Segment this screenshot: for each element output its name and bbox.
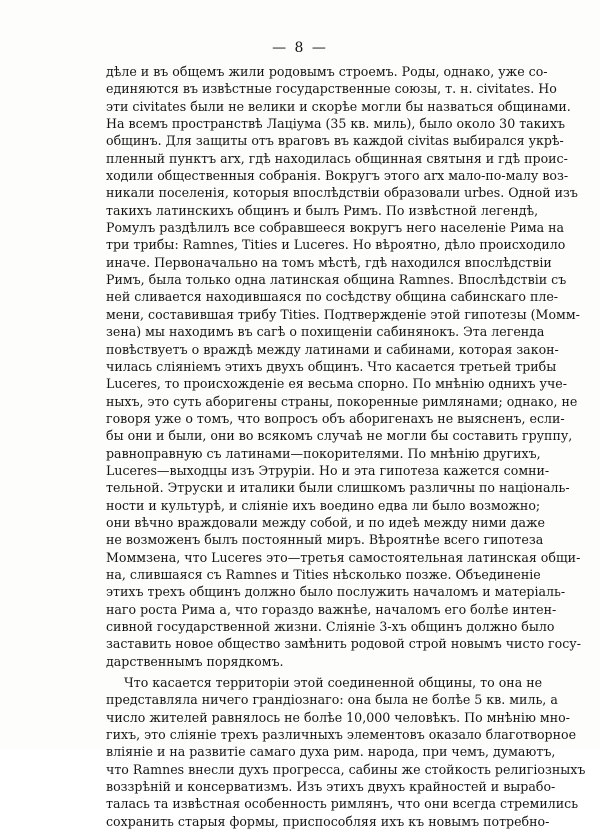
text-line: число жителей равнялось не болѣе 10,000 человѣкъ. По мнѣнію мно- <box>106 709 570 725</box>
text-line: Римъ, была только одна латинская община Ramnes. Впослѣдствіи съ <box>106 272 567 288</box>
text-line: ности и культурѣ, и сліяніе ихъ воедино едва ли было возможно; <box>106 497 541 513</box>
text-line: иначе. Первоначально на томъ мѣстѣ, гдѣ находился впослѣдствіи <box>106 254 552 270</box>
paragraph-2 <box>106 674 586 830</box>
text-line: сивной государственной жизни. Сліяніе 3-хъ общинъ должно было <box>106 619 555 634</box>
text-line: бы они и были, они во всякомъ случаѣ не могли бы составить группу, <box>106 428 573 444</box>
text-line: говоря уже о томъ, что вопросъ объ аборигенахъ не выясненъ, если- <box>106 410 565 426</box>
text-line: дѣле и въ общемъ жили родовымъ строемъ. Роды, однако, уже со- <box>106 64 548 79</box>
text-line: наго роста Рима а, что гораздо важнѣе, началомъ его болѣе интен- <box>106 601 557 617</box>
text-line: вліяніе и на развитіе самаго духа рим. народа, при чемъ, думаютъ, <box>106 744 556 760</box>
text-line: Ромулъ раздѣлилъ все собравшееся вокругъ него населеніе Рима на <box>106 220 565 236</box>
text-line: мени, составившая трибу Tities. Подтвержденіе этой гипотезы (Момм- <box>106 306 580 322</box>
text-line: дарственнымъ порядкомъ. <box>106 653 284 669</box>
text-line: талась та извѣстная особенность римлянъ, что они всегда стремились <box>106 796 579 812</box>
text-line: чилась сліяніемъ этихъ двухъ общинъ. Что касается третьей трибы <box>106 358 557 374</box>
page-number: — 8 — <box>272 40 328 56</box>
text-line: заставить новое общество замѣнить родовой строй новымъ чисто госу- <box>106 636 581 652</box>
text-line: единяются въ извѣстные государственные союзы, т. н. civitates. Но <box>106 81 557 97</box>
text-line: тельной. Этруски и италики были слишкомъ различны по національ- <box>106 480 570 496</box>
body-text <box>106 63 586 830</box>
text-line: на, слившаяся съ Ramnes и Tities нѣсколько позже. Объединеніе <box>106 566 541 582</box>
text-line: ходили общественныя собранія. Вокругъ этого arx мало-по-малу воз- <box>106 168 569 184</box>
text-line: представляла ничего грандіознаго: она была не болѣе 5 кв. миль, а <box>106 692 558 708</box>
text-line: Что касается территоріи этой соединенной общины, то она не <box>124 675 543 691</box>
text-line: На всемъ пространствѣ Лаціума (35 кв. миль), было около 30 такихъ <box>106 116 566 132</box>
text-line: Luceres, то происхожденіе ея весьма спорно. По мнѣнію однихъ уче- <box>106 376 567 392</box>
text-line: пленный пунктъ arx, гдѣ находилась общинная святыня и гдѣ проис- <box>106 150 568 166</box>
text-line: что Ramnes внесли духъ прогресса, сабины же стойкость религіозныхъ <box>106 761 586 777</box>
text-line: общинъ. Для защиты отъ враговъ въ каждой civitas выбирался укрѣ- <box>106 133 564 149</box>
text-line: никали поселенія, которыя впослѣдствіи образовали urbes. Одной изъ <box>106 185 578 201</box>
text-line: ныхъ, это суть аборигены страны, покоренные римлянами; однако, не <box>106 393 578 409</box>
text-line: Моммзена, что Luceres это—третья самостоятельная латинская общи- <box>106 549 581 565</box>
text-line: повѣствуетъ о враждѣ между латинами и сабинами, которая закон- <box>106 341 559 357</box>
text-line: ней сливается находившаяся по сосѣдству община сабинскаго пле- <box>106 289 559 305</box>
paragraph-1 <box>106 63 581 670</box>
text-line: зена) мы находимъ въ сагѣ о похищеніи сабинянокъ. Эта легенда <box>106 324 545 340</box>
text-line: такихъ латинскихъ общинъ и былъ Римъ. По извѣстной легендѣ, <box>106 202 539 218</box>
text-line: три трибы: Ramnes, Tities и Luceres. Но вѣроятно, дѣло происходило <box>106 237 566 253</box>
text-line: Luceres—выходцы изъ Этруріи. Но и эта гипотеза кажется сомни- <box>106 462 550 478</box>
text-line: гихъ, это сліяніе трехъ различныхъ элементовъ оказало благотворное <box>106 727 577 743</box>
text-line: воззрѣній и консерватизмъ. Изъ этихъ двухъ крайностей и вырабо- <box>106 779 556 795</box>
text-line: этихъ трехъ общинъ должно было послужить началомъ и матеріаль- <box>106 584 566 600</box>
text-line: не возможенъ былъ постоянный миръ. Вѣроятнѣе всего гипотеза <box>106 532 544 548</box>
text-line: равноправную съ латинами—покорителями. По мнѣнію другихъ, <box>106 445 541 461</box>
text-line: они вѣчно враждовали между собой, и по идеѣ между ними даже <box>106 514 545 530</box>
text-line: сохранить старыя формы, приспособляя ихъ къ новымъ потребно- <box>106 813 550 829</box>
text-line: эти civitates были не велики и скорѣе могли бы назваться общинами. <box>106 98 571 114</box>
